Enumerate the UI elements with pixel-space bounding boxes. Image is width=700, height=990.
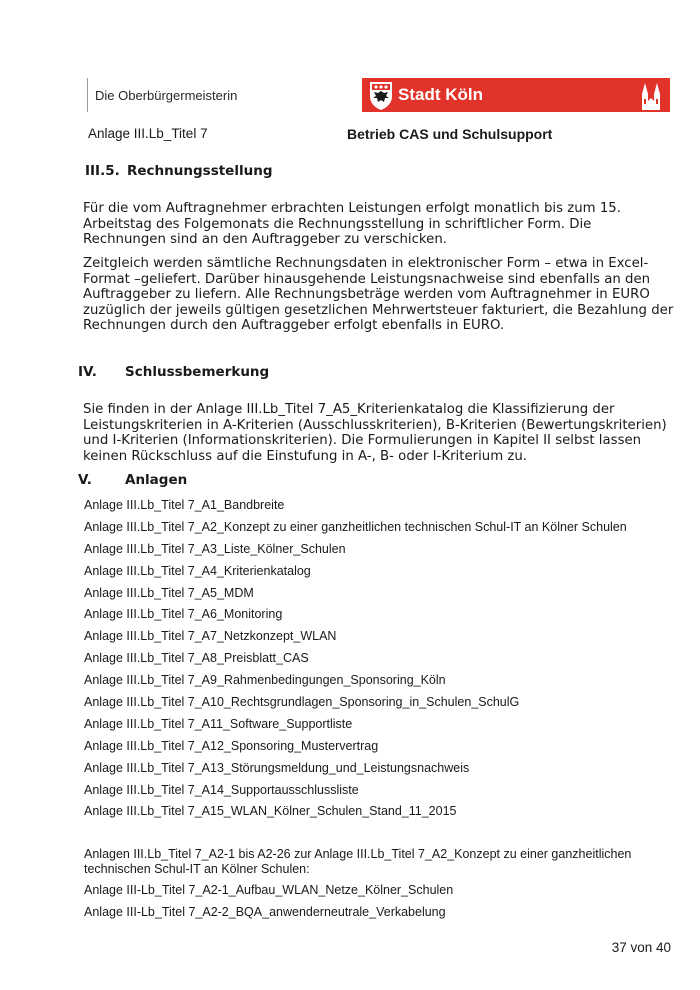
list-item: Anlage III.Lb_Titel 7_A12_Sponsoring_Mustervertrag <box>84 738 379 753</box>
paragraph: Zeitgleich werden sämtliche Rechnungsdaten in elektronischer Form – etwa in Excel-Format –geliefert. Darüber hinausgehende Leistungsnachweise sind ebenfalls an den Auftraggeber zu liefern. Alle Rechnungsbeträge werden vom Auftragnehmer in EURO zuzüglich der jeweils gültigen gesetzlichen Mehrwertsteuer fakturiert, die Bezahlung der Rechnungen durch den Auftraggeber erfolgt ebenfalls in EURO. <box>83 256 674 333</box>
list-item: Anlage III.Lb_Titel 7_A8_Preisblatt_CAS <box>84 651 309 666</box>
attachments-list <box>84 495 627 823</box>
paragraph: Für die vom Auftragnehmer erbrachten Leistungen erfolgt monatlich bis zum 15. Arbeitstag des Folgemonats die Rechnungsstellung in schriftlicher Form. Die Rechnungen sind an den Auftraggeber zu verschicken. <box>83 201 621 247</box>
list-item: Anlage III.Lb_Titel 7_A15_WLAN_Kölner_Schulen_Stand_11_2015 <box>84 804 457 819</box>
coat-of-arms-eagle-icon <box>367 79 395 111</box>
list-item: Anlage III.Lb_Titel 7_A9_Rahmenbedingungen_Sponsoring_Köln <box>84 673 446 688</box>
section-title: Rechnungsstellung <box>127 163 273 179</box>
annex-label: Anlage III.Lb_Titel 7 <box>88 126 208 141</box>
list-item: Anlage III.Lb_Titel 7_A14_Supportausschlussliste <box>84 782 359 797</box>
section-heading-anlagen <box>78 472 187 488</box>
header-divider <box>87 78 88 112</box>
stadt-koeln-logo <box>362 78 670 112</box>
paragraph: Sie finden in der Anlage III.Lb_Titel 7_A5_Kriterienkatalog die Klassifizierung der Leistungskriterien in A-Kriterien (Ausschlusskriterien), B-Kriterien (Bewertungskriterien) und I-Kriterien (Informationskriterien). Die Formulierungen in Kapitel II selbst lassen keinen Rückschluss auf die Einstufung in A-, B- oder I-Kriterium zu. <box>83 402 667 464</box>
section-title: Anlagen <box>125 472 188 488</box>
section-heading-schlussbemerkung <box>78 364 269 380</box>
section-number: V. <box>78 472 92 488</box>
section-number: IV. <box>78 364 97 380</box>
list-item: Anlage III.Lb_Titel 7_A5_MDM <box>84 585 254 600</box>
list-item: Anlage III-Lb_Titel 7_A2-1_Aufbau_WLAN_Netze_Kölner_Schulen <box>84 883 454 897</box>
section-title: Schlussbemerkung <box>125 364 270 380</box>
list-item: Anlage III.Lb_Titel 7_A11_Software_Supportliste <box>84 716 353 731</box>
brand-name: Stadt Köln <box>398 85 483 104</box>
office-name: Die Oberbürgermeisterin <box>95 88 238 103</box>
list-item: Anlage III.Lb_Titel 7_A3_Liste_Kölner_Schulen <box>84 541 346 556</box>
sub-attachments-intro: Anlagen III.Lb_Titel 7_A2-1 bis A2-26 zur Anlage III.Lb_Titel 7_A2_Konzept zu einer ganzheitlichen technischen Schul-IT an Kölner Schulen: <box>84 847 632 876</box>
list-item: Anlage III.Lb_Titel 7_A13_Störungsmeldung_und_Leistungsnachweis <box>84 760 470 775</box>
list-item: Anlage III.Lb_Titel 7_A7_Netzkonzept_WLAN <box>84 629 337 644</box>
cologne-cathedral-icon <box>640 81 662 110</box>
list-item: Anlage III.Lb_Titel 7_A10_Rechtsgrundlagen_Sponsoring_in_Schulen_SchulG <box>84 695 520 710</box>
list-item: Anlage III.Lb_Titel 7_A1_Bandbreite <box>84 498 285 512</box>
section-number: III.5. <box>85 163 120 179</box>
list-item: Anlage III-Lb_Titel 7_A2-2_BQA_anwenderneutrale_Verkabelung <box>84 905 446 919</box>
list-item: Anlage III.Lb_Titel 7_A4_Kriterienkatalog <box>84 563 311 578</box>
section-heading-rechnungsstellung <box>85 163 272 179</box>
sub-attachments-list <box>84 879 453 923</box>
page-number: 37 von 40 <box>611 940 671 955</box>
list-item: Anlage III.Lb_Titel 7_A6_Monitoring <box>84 607 283 622</box>
list-item: Anlage III.Lb_Titel 7_A2_Konzept zu einer ganzheitlichen technischen Schul-IT an Kölner Schulen <box>84 519 627 534</box>
document-title: Betrieb CAS und Schulsupport <box>347 126 553 142</box>
